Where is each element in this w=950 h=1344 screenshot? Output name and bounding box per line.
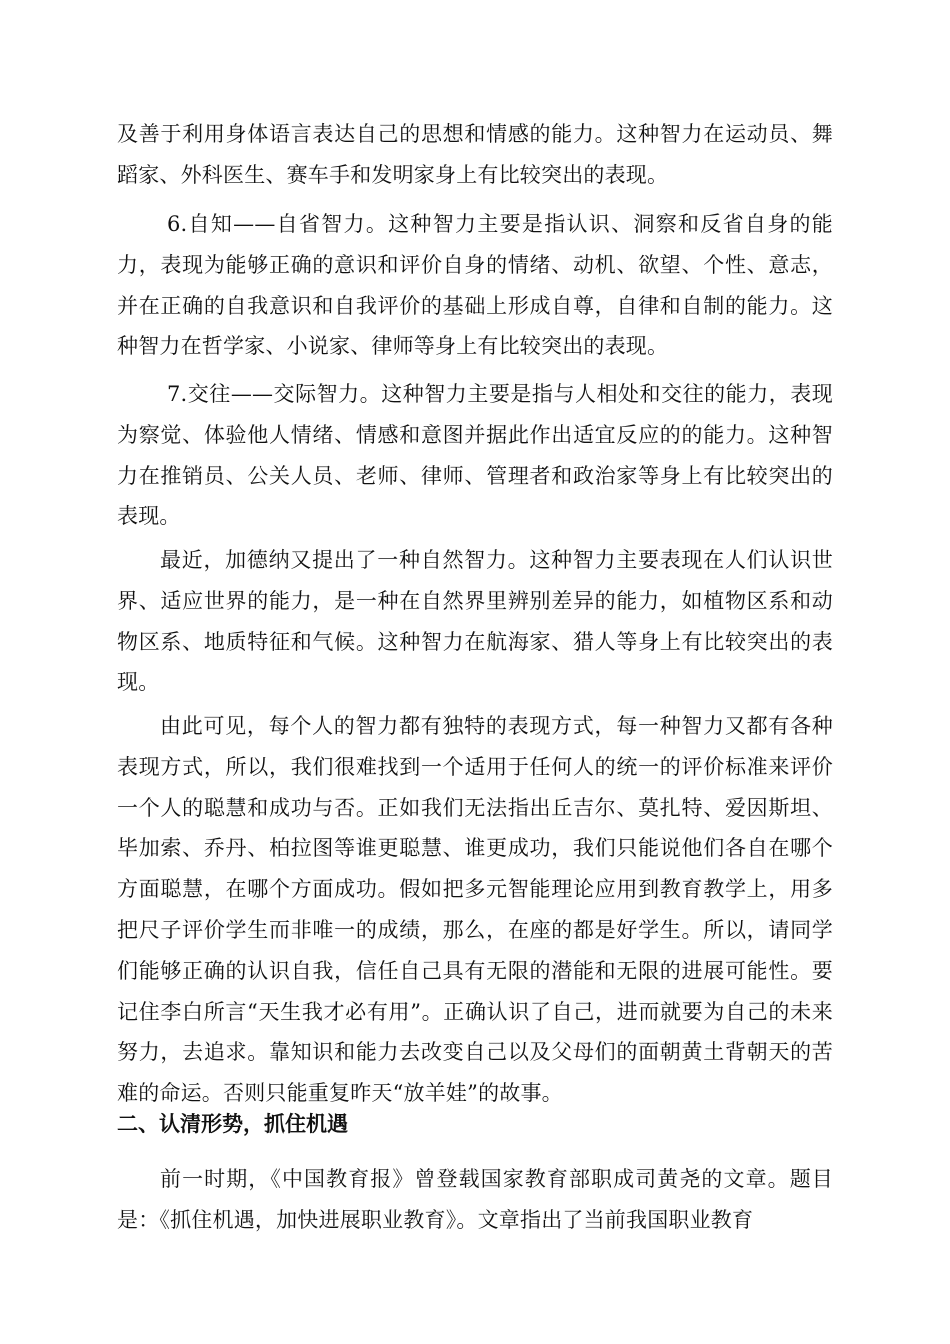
paragraph-education-news: 前一时期，《中国教育报》曾登载国家教育部职成司黄尧的文章。题目是：《抓住机遇，加快进展职业教育》。文章指出了当前我国职业教育 — [117, 1167, 833, 1232]
paragraph-conclusion: 由此可见，每个人的智力都有独特的表现方式，每一种智力又都有各种表现方式，所以，我们很难找到一个适用于任何人的统一的评价标准来评价一个人的聪慧和成功与否。正如我们无法指出丘吉尔、莫扎特、爱因斯坦、毕加索、乔丹、柏拉图等谁更聪慧、谁更成功，我们只能说他们各自在哪个方面聪慧，在哪个方面成功。假如把多元智能理论应用到教育教学上，用多把尺子评价学生而非唯一的成绩，那么，在座的都是好学生。所以，请同学们能够正确的认识自我，信任自己具有无限的潜能和无限的进展可能性。要记住李白所言“天生我才必有用”。正确认识了自己，进而就要为自己的未来努力，去追求。靠知识和能力去改变自己以及父母们的面朝黄土背朝天的苦难的命运。否则只能重复昨天“放羊娃”的故事。 — [117, 714, 833, 1106]
paragraph-naturalist-intelligence: 最近，加德纳又提出了一种自然智力。这种智力主要表现在人们认识世界、适应世界的能力，是一种在自然界里辨别差异的能力，如植物区系和动物区系、地质特征和气候。这种智力在航海家、猎人等身上有比较突出的表现。 — [117, 548, 833, 695]
paragraph-self-reflection-intelligence: 6.自知——自省智力。这种智力主要是指认识、洞察和反省自身的能力，表现为能够正确的意识和评价自身的情绪、动机、欲望、个性、意志，并在正确的自我意识和自我评价的基础上形成自尊，自律和自制的能力。这种智力在哲学家、小说家、律师等身上有比较突出的表现。 — [117, 212, 833, 359]
section-heading: 二、认清形势，抓住机遇 — [117, 1112, 348, 1136]
paragraph-interpersonal-intelligence: 7.交往——交际智力。这种智力主要是指与人相处和交往的能力，表现为察觉、体验他人情绪、情感和意图并据此作出适宜反应的的能力。这种智力在推销员、公关人员、老师、律师、管理者和政治家等身上有比较突出的表现。 — [117, 382, 833, 529]
paragraph-body-movement-intelligence: 及善于利用身体语言表达自己的思想和情感的能力。这种智力在运动员、舞蹈家、外科医生、赛车手和发明家身上有比较突出的表现。 — [117, 122, 833, 187]
